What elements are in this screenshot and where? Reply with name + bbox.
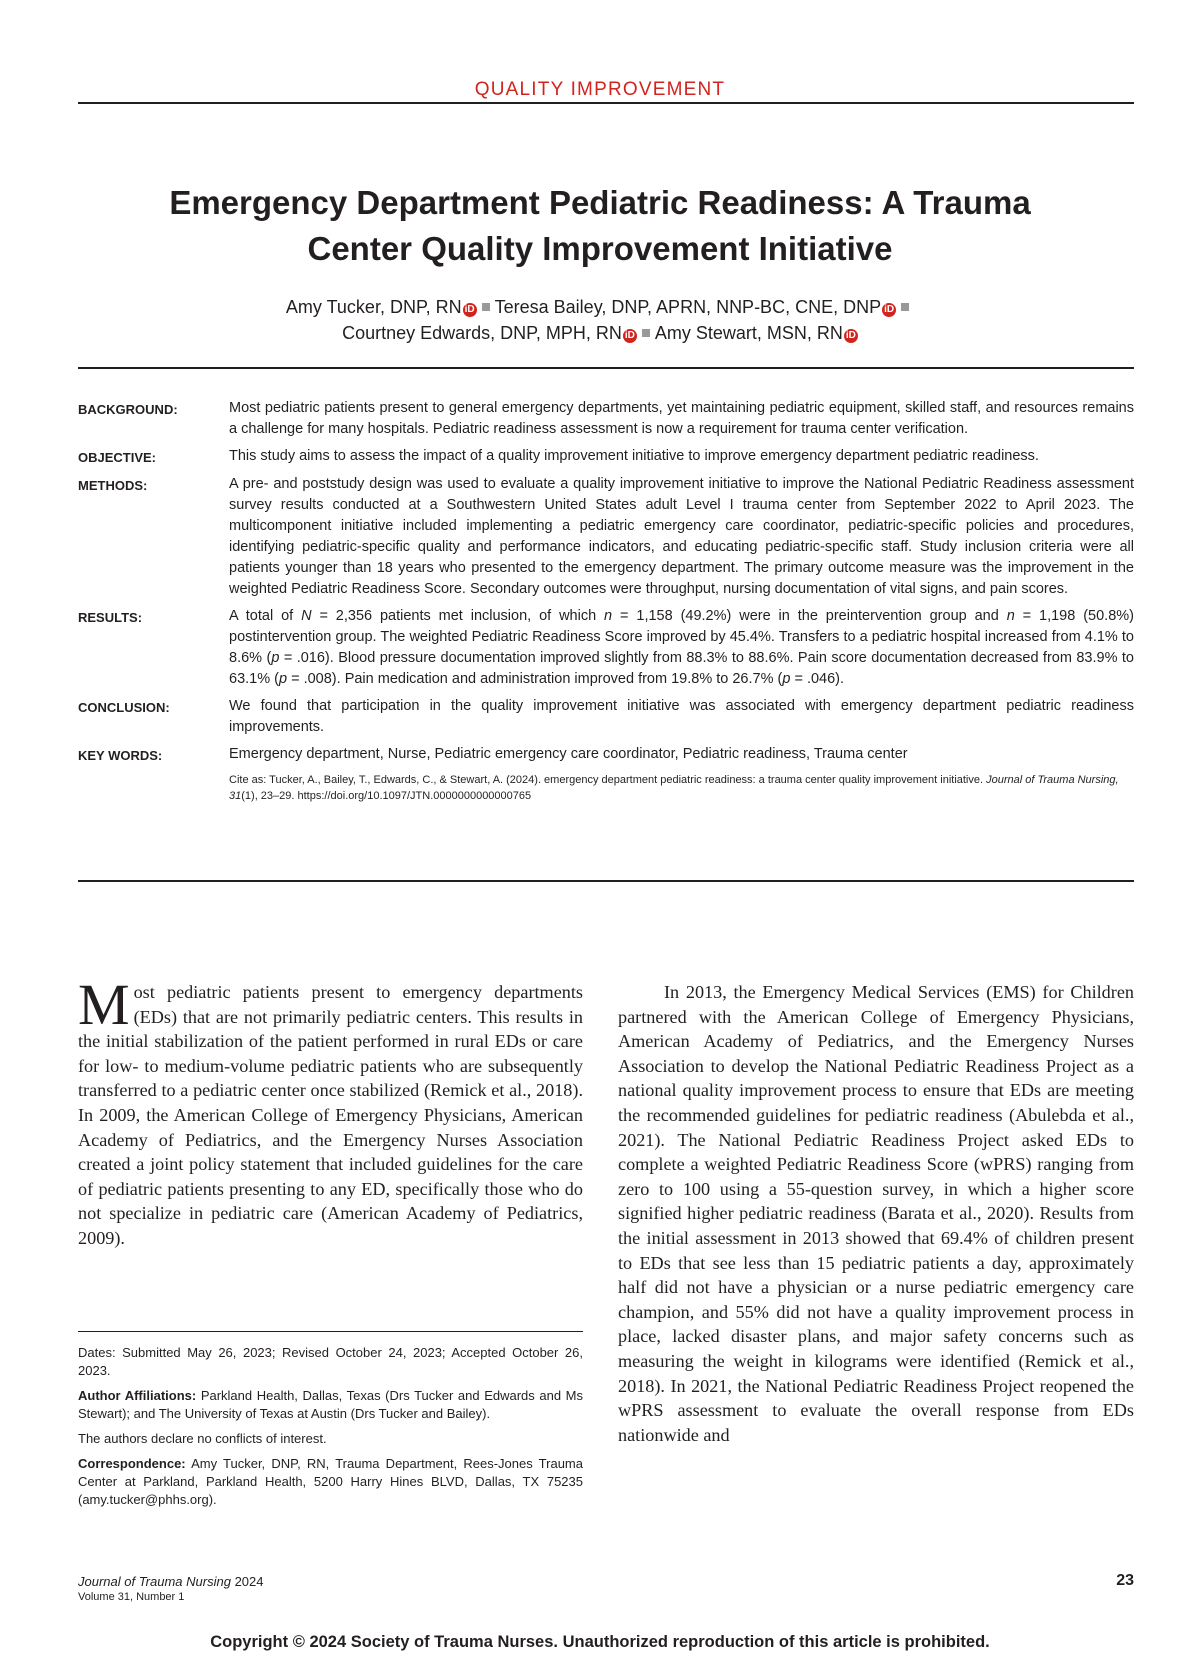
- abstract-conclusion: [78, 696, 1134, 738]
- abstract-methods: [78, 474, 1134, 600]
- abstract-label: OBJECTIVE:: [78, 450, 157, 465]
- separator-icon: [901, 303, 909, 311]
- abstract-text: A total of N = 2,356 patients met inclusion, of which n = 1,158 (49.2%) were in the preintervention group and n = 1,198 (50.8%) postintervention group. The weighted Pediatric Readiness Score improved by 45.4%. Transfers to a pediatric hospital increased from 4.1% to 8.6% (p = .016). Blood pressure documentation improved slightly from 88.3% to 88.6%. Pain score documentation decreased from 83.9% to 63.1% (p = .008). Pain medication and administration improved from 19.8% to 26.7% (p = .046).: [229, 608, 1134, 687]
- dates-note: Dates: Submitted May 26, 2023; Revised October 24, 2023; Accepted October 26, 2023.: [78, 1345, 583, 1378]
- footer-journal: Journal of Trauma Nursing 2024: [78, 1574, 264, 1589]
- body-paragraph: In 2013, the Emergency Medical Services (EMS) for Children partnered with the American College of Emergency Physicians, American Academy of Pediatrics, and the Emergency Nurses Association to develop the National Pediatric Readiness Project as a national quality improvement process to ensure that EDs are meeting the recommended guidelines for pediatric readiness (Abulebda et al., 2021). The National Pediatric Readiness Project asked EDs to complete a weighted Pediatric Readiness Score (wPRS) ranging from zero to 100 using a 55-question survey, in which a higher score signified higher pediatric readiness (Barata et al., 2020). Results from the initial assessment in 2013 showed that 69.4% of children present to EDs that see less than 15 pediatric patients a day, approximately half did not have a physician or a nurse pediatric emergency care champion, and 55% did not have a quality improvement process in place, lacked disaster plans, and major safety concerns such as measuring the weight in kilograms were identified (Remick et al., 2018). In 2021, the National Pediatric Readiness Project reopened the wPRS assessment to evaluate the overall response from EDs nationwide and: [618, 982, 1134, 1445]
- abstract-label: KEY WORDS:: [78, 748, 163, 763]
- abstract-label: CONCLUSION:: [78, 700, 170, 715]
- body-paragraph: ost pediatric patients present to emergency departments (EDs) that are not primarily pediatric centers. This results in the initial stabilization of the patient performed in rural EDs or care for low- to medium-volume pediatric patients who are subsequently transferred to a pediatric center once stabilized (Remick et al., 2018). In 2009, the American College of Emergency Physicians, American Academy of Pediatrics, and the Emergency Nurses Association created a joint policy statement that included guidelines for the care of pediatric patients presenting to any ED, specifically those who do not specialize in pediatric care (American Academy of Pediatrics, 2009).: [78, 982, 583, 1248]
- separator-icon: [642, 329, 650, 337]
- abstract-text: We found that participation in the quality improvement initiative was associated with emergency department pediatric readiness improvements.: [229, 698, 1134, 735]
- abstract-keywords: [78, 744, 1134, 766]
- drop-cap: M: [78, 972, 130, 1037]
- abstract: [78, 398, 1134, 804]
- abstract-label: METHODS:: [78, 478, 148, 493]
- abstract-bottom-rule: [78, 880, 1134, 882]
- abstract-top-rule: [78, 367, 1134, 369]
- author-name: Courtney Edwards, DNP, MPH, RN: [342, 323, 622, 343]
- orcid-icon[interactable]: iD: [884, 304, 895, 315]
- correspondence-note: Correspondence: Amy Tucker, DNP, RN, Trauma Department, Rees-Jones Trauma Center at Parkland, Parkland Health, 5200 Harry Hines BLVD, Dallas, TX 75235 (amy.tucker@phhs.org).: [78, 1456, 583, 1507]
- abstract-label: RESULTS:: [78, 610, 143, 625]
- body-column-left: [78, 972, 583, 1251]
- affiliations-note: Author Affiliations: Parkland Health, Dallas, Texas (Drs Tucker and Edwards and Ms Stewart); and The University of Texas at Austin (Drs Tucker and Bailey).: [78, 1388, 583, 1421]
- conflicts-note: The authors declare no conflicts of interest.: [78, 1431, 327, 1446]
- doi-link[interactable]: (1), 23–29. https://doi.org/10.1097/JTN.0000000000000765: [241, 790, 532, 802]
- orcid-icon[interactable]: iD: [464, 304, 475, 315]
- separator-icon: [482, 303, 490, 311]
- author-list: [80, 294, 1120, 346]
- abstract-text: This study aims to assess the impact of a quality improvement initiative to improve emergency department pediatric readiness.: [229, 448, 1039, 464]
- abstract-objective: [78, 446, 1134, 468]
- abstract-text: Most pediatric patients present to general emergency departments, yet maintaining pediatric equipment, skilled staff, and resources remains a challenge for many hospitals. Pediatric readiness assessment is now a requirement for trauma center verification.: [229, 400, 1134, 437]
- abstract-label: BACKGROUND:: [78, 402, 178, 417]
- title-line-1: Emergency Department Pediatric Readiness: A Trauma: [169, 184, 1031, 221]
- citation: Cite as: Tucker, A., Bailey, T., Edwards, C., & Stewart, A. (2024). emergency department pediatric readiness: a trauma center quality improvement initiative. Journal of Trauma Nursing, 31(1), 23–29. https://doi.org/10.1097/JTN.0000000000000765: [229, 774, 1119, 802]
- page-number: 23: [1116, 1572, 1134, 1589]
- article-title: [80, 180, 1120, 272]
- header-rule: [78, 102, 1134, 104]
- author-name: Teresa Bailey, DNP, APRN, NNP-BC, CNE, DNP: [494, 297, 882, 317]
- orcid-icon[interactable]: iD: [624, 330, 635, 341]
- author-name: Amy Stewart, MSN, RN: [654, 323, 843, 343]
- footer-volume: Volume 31, Number 1: [78, 1591, 185, 1603]
- abstract-background: [78, 398, 1134, 440]
- author-name: Amy Tucker, DNP, RN: [285, 297, 462, 317]
- title-line-2: Center Quality Improvement Initiative: [307, 230, 893, 267]
- orcid-icon[interactable]: iD: [845, 330, 856, 341]
- section-label: QUALITY IMPROVEMENT: [474, 79, 726, 100]
- abstract-text: A pre- and poststudy design was used to evaluate a quality improvement initiative to improve the National Pediatric Readiness assessment survey results conducted at a Southwestern United States adult Level I trauma center from September 2022 to April 2023. The multicomponent initiative included implementing a pediatric emergency care coordinator, pediatric-specific policies and procedures, identifying pediatric-specific quality and performance indicators, and educating pediatric-specific staff. Study inclusion criteria were all patients younger than 18 years who presented to the emergency department. The primary outcome measure was the improvement in the weighted Pediatric Readiness Score. Secondary outcomes were throughput, nursing documentation of vital signs, and pain scores.: [229, 476, 1134, 597]
- abstract-text: Emergency department, Nurse, Pediatric emergency care coordinator, Pediatric readiness, Trauma center: [229, 746, 908, 762]
- body-column-right: [618, 980, 1134, 1447]
- copyright-notice: Copyright © 2024 Society of Trauma Nurses. Unauthorized reproduction of this article is prohibited.: [210, 1633, 990, 1651]
- abstract-results: [78, 606, 1134, 690]
- article-notes: [78, 1331, 583, 1516]
